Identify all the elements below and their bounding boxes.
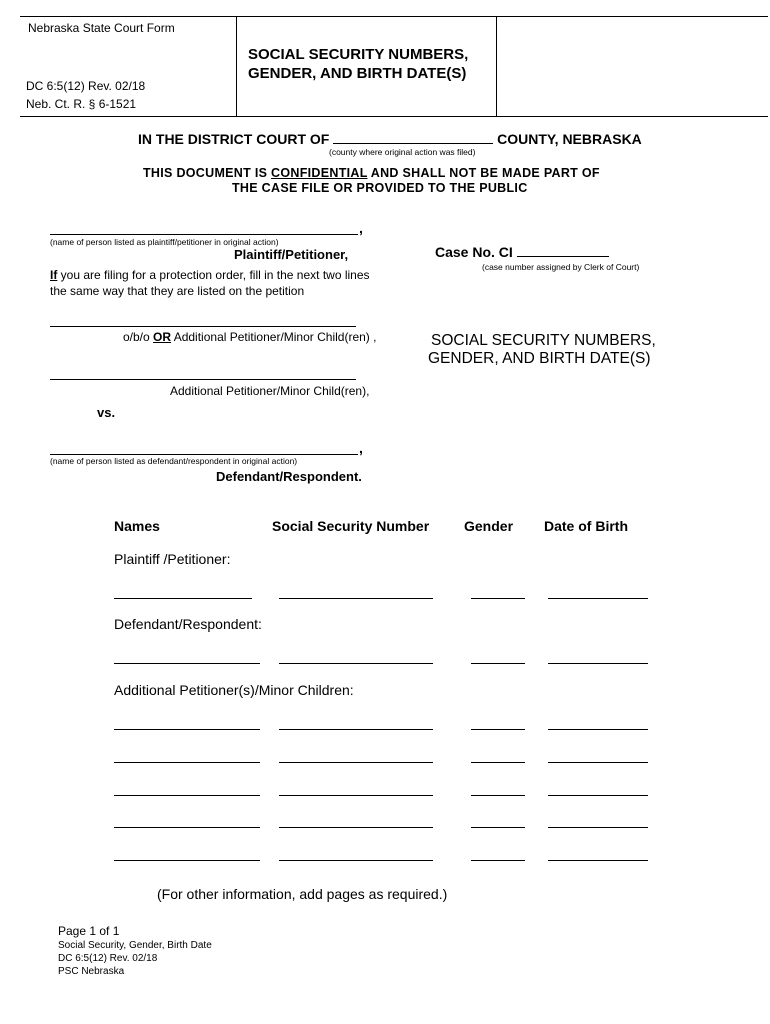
side-title-line1: SOCIAL SECURITY NUMBERS,: [431, 332, 656, 349]
defendant-label: Defendant/Respondent.: [216, 469, 362, 484]
notice-post: AND SHALL NOT BE MADE PART OF: [367, 166, 600, 180]
plaintiff-row-gender[interactable]: [471, 598, 525, 599]
other-info-note: (For other information, add pages as required.): [157, 886, 448, 902]
defendant-row-dob[interactable]: [548, 663, 648, 664]
obo-name-field[interactable]: [50, 326, 356, 327]
header-bottom-border: [20, 116, 768, 117]
additional-row-gender[interactable]: [471, 762, 525, 763]
defendant-comma: ,: [359, 440, 363, 456]
header-divider-left: [236, 16, 237, 116]
defendant-row-ssn[interactable]: [279, 663, 433, 664]
additional-row-gender[interactable]: [471, 795, 525, 796]
notice-pre: THIS DOCUMENT IS: [143, 166, 272, 180]
col-header-dob: Date of Birth: [544, 518, 628, 534]
plaintiff-hint: (name of person listed as plaintiff/petitioner in original action): [50, 237, 279, 247]
defendant-hint: (name of person listed as defendant/respondent in original action): [50, 456, 298, 466]
additional-row-dob[interactable]: [548, 795, 648, 796]
side-title-line2: GENDER, AND BIRTH DATE(S): [428, 350, 651, 367]
plaintiff-comma: ,: [359, 220, 363, 236]
confidential-notice-line2: THE CASE FILE OR PROVIDED TO THE PUBLIC: [232, 181, 528, 195]
additional-row-ssn[interactable]: [279, 795, 433, 796]
county-field[interactable]: [333, 143, 493, 144]
additional-row-name[interactable]: [114, 795, 260, 796]
additional-row-ssn[interactable]: [279, 860, 433, 861]
header-title-line1: SOCIAL SECURITY NUMBERS,: [248, 46, 469, 63]
defendant-name-field[interactable]: [50, 454, 358, 455]
additional-row-dob[interactable]: [548, 860, 648, 861]
protection-instructions-line2: the same way that they are listed on the petition: [50, 284, 305, 298]
additional-row-name[interactable]: [114, 860, 260, 861]
footer-line3: PSC Nebraska: [58, 966, 125, 977]
plaintiff-label: Plaintiff/Petitioner,: [234, 247, 349, 262]
header-top-border: [20, 16, 768, 17]
col-header-ssn: Social Security Number: [272, 518, 430, 534]
additional-row-ssn[interactable]: [279, 827, 433, 828]
plaintiff-name-field[interactable]: [50, 234, 358, 235]
obo-post: Additional Petitioner/Minor Child(ren) ,: [171, 330, 377, 344]
case-label: Case No. CI: [435, 244, 513, 260]
defendant-row-name[interactable]: [114, 663, 260, 664]
additional-row-ssn[interactable]: [279, 729, 433, 730]
vs-label: vs.: [97, 405, 116, 420]
form-rule: Neb. Ct. R. § 6-1521: [26, 97, 137, 111]
court-prefix: IN THE DISTRICT COURT OF: [138, 131, 330, 147]
additional-row-dob[interactable]: [548, 827, 648, 828]
additional-row-name[interactable]: [114, 729, 260, 730]
additional-row-dob[interactable]: [548, 762, 648, 763]
case-hint: (case number assigned by Clerk of Court): [482, 262, 640, 272]
additional-row-gender[interactable]: [471, 729, 525, 730]
obo-pre: o/b/o: [123, 330, 154, 344]
obo-or: OR: [153, 330, 172, 344]
case-number-field[interactable]: [517, 256, 609, 257]
additional-row-name[interactable]: [114, 827, 260, 828]
additional-label: Additional Petitioner/Minor Child(ren),: [170, 384, 370, 398]
defendant-section-label: Defendant/Respondent:: [114, 616, 262, 632]
additional-row-gender[interactable]: [471, 860, 525, 861]
obo-label: [123, 330, 376, 344]
plaintiff-section-label: Plaintiff /Petitioner:: [114, 551, 231, 567]
additional-row-gender[interactable]: [471, 827, 525, 828]
case-number-line: [435, 244, 609, 260]
plaintiff-row-ssn[interactable]: [279, 598, 433, 599]
plaintiff-row-name[interactable]: [114, 598, 252, 599]
additional-row-dob[interactable]: [548, 729, 648, 730]
header-divider-right: [496, 16, 497, 116]
header-title-line2: GENDER, AND BIRTH DATE(S): [248, 65, 467, 82]
form-number: DC 6:5(12) Rev. 02/18: [26, 79, 146, 93]
protection-if: If: [50, 268, 58, 282]
court-line: [138, 131, 642, 147]
plaintiff-row-dob[interactable]: [548, 598, 648, 599]
protection-instructions-line1: [50, 268, 370, 282]
confidential-notice-line1: [143, 166, 600, 180]
court-suffix: COUNTY, NEBRASKA: [497, 131, 642, 147]
county-hint: (county where original action was filed): [329, 147, 476, 157]
footer-line2: DC 6:5(12) Rev. 02/18: [58, 953, 158, 964]
col-header-names: Names: [114, 518, 160, 534]
additional-row-name[interactable]: [114, 762, 260, 763]
additional-section-label: Additional Petitioner(s)/Minor Children:: [114, 682, 354, 698]
defendant-row-gender[interactable]: [471, 663, 525, 664]
footer-line1: Social Security, Gender, Birth Date: [58, 940, 212, 951]
form-agency: Nebraska State Court Form: [28, 21, 175, 35]
col-header-gender: Gender: [464, 518, 514, 534]
footer-page: Page 1 of 1: [58, 924, 120, 938]
additional-name-field[interactable]: [50, 379, 356, 380]
additional-row-ssn[interactable]: [279, 762, 433, 763]
protection-rest: you are filing for a protection order, fill in the next two lines: [57, 268, 370, 282]
notice-emph: CONFIDENTIAL: [271, 166, 368, 180]
